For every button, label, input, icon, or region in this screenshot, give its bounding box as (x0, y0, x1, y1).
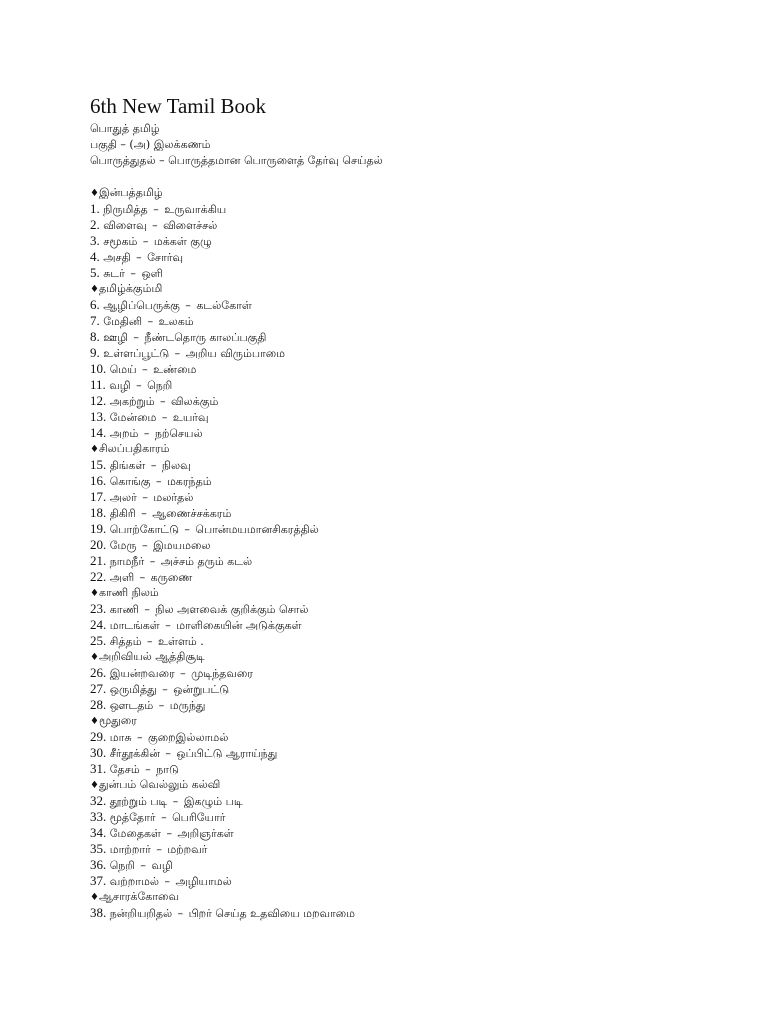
dash-separator: – (136, 571, 149, 584)
item-word: கொங்கு (109, 475, 151, 488)
item-meaning: மாளிகையின் அடுக்குகள் (176, 619, 302, 632)
list-item (90, 761, 730, 777)
item-word: காணி (109, 603, 139, 616)
item-word: மூத்தோர் (109, 811, 156, 824)
item-number: 20. (90, 537, 107, 552)
item-word: ஒருமித்து (109, 683, 157, 696)
item-word: மேதைகள் (109, 827, 161, 840)
item-number: 19. (90, 521, 107, 536)
list-item (90, 553, 730, 569)
item-meaning: ஆணைச்சக்கரம் (152, 507, 232, 520)
dash-separator: – (138, 491, 152, 504)
section-heading (90, 649, 730, 665)
item-word: சமூகம் (103, 235, 138, 248)
subtitle-line: பொருத்துதல் – பொருத்தமான பொருளைத் தேர்வு செய்தல் (90, 154, 383, 167)
item-meaning: ஒளி (141, 267, 163, 280)
list-item (90, 665, 730, 681)
dash-separator: – (143, 635, 157, 648)
item-meaning: விலக்கும் (171, 395, 219, 408)
dash-separator: – (169, 795, 182, 808)
list-item (90, 537, 730, 553)
item-word: ஊழி (103, 331, 128, 344)
item-meaning: ஒன்றுபட்டு (173, 683, 230, 696)
item-meaning: மகரந்தம் (166, 475, 212, 488)
item-meaning: விளைச்சல் (163, 219, 218, 232)
document-page (90, 94, 730, 921)
list-item (90, 425, 730, 441)
list-item (90, 601, 730, 617)
dash-separator: – (176, 667, 190, 680)
item-meaning: நில அளவைக் குறிக்கும் சொல் (155, 603, 309, 616)
item-meaning: மலர்தல் (153, 491, 194, 504)
dash-separator: – (180, 523, 194, 536)
section-heading (90, 185, 730, 201)
list-item (90, 201, 730, 217)
list-item (90, 809, 730, 825)
item-number: 2. (90, 217, 100, 232)
item-meaning: கடல்கோள் (196, 299, 252, 312)
list-item (90, 329, 730, 345)
dash-separator: – (152, 843, 166, 856)
item-number: 32. (90, 793, 107, 808)
section-title: மூதுரை (99, 714, 137, 727)
item-meaning: நிலவு (161, 459, 191, 472)
dash-separator: – (181, 299, 195, 312)
item-number: 9. (90, 345, 100, 360)
item-number: 33. (90, 809, 107, 824)
diamond-bullet-icon: ♦ (90, 892, 99, 903)
subtitle-line: பொதுத் தமிழ் (90, 122, 160, 135)
list-item (90, 633, 730, 649)
item-number: 15. (90, 457, 107, 472)
dash-separator: – (148, 219, 162, 232)
dash-separator: – (147, 459, 160, 472)
item-number: 26. (90, 665, 107, 680)
list-item (90, 617, 730, 633)
diamond-bullet-icon: ♦ (90, 780, 99, 791)
item-meaning: உண்மை (153, 363, 197, 376)
item-meaning: அறிஞர்கள் (177, 827, 234, 840)
dash-separator: – (129, 331, 143, 344)
document-title: 6th New Tamil Book (90, 94, 267, 118)
item-number: 34. (90, 825, 107, 840)
spacer (90, 169, 730, 185)
item-number: 31. (90, 761, 107, 776)
item-meaning: நீண்டதொரு காலப்பகுதி (144, 331, 267, 344)
dash-separator: – (144, 315, 157, 328)
list-item (90, 265, 730, 281)
item-word: உள்ளப்பூட்டு (103, 347, 170, 360)
section-title: ஆசாரக்கோவை (99, 890, 179, 903)
item-meaning: இமயமலை (153, 539, 211, 552)
item-number: 3. (90, 233, 100, 248)
dash-separator: – (140, 603, 154, 616)
list-item (90, 745, 730, 761)
list-item (90, 233, 730, 249)
section-title: இன்பத்தமிழ் (99, 186, 163, 199)
item-number: 12. (90, 393, 107, 408)
section-title: சிலப்பதிகாரம் (99, 442, 170, 455)
item-meaning: குறைஇல்லாமல் (148, 731, 229, 744)
item-number: 35. (90, 841, 107, 856)
item-number: 7. (90, 313, 100, 328)
dash-separator: – (157, 811, 171, 824)
dash-separator: – (132, 379, 146, 392)
list-item (90, 905, 730, 921)
diamond-bullet-icon: ♦ (90, 188, 99, 199)
section-title: துன்பம் வெல்லும் கல்வி (99, 778, 221, 791)
section-heading (90, 281, 730, 297)
item-meaning: அழியாமல் (175, 875, 232, 888)
list-item (90, 361, 730, 377)
list-item (90, 409, 730, 425)
item-meaning: இகழும் படி (183, 795, 243, 808)
item-meaning: அச்சம் தரும் கடல் (160, 555, 253, 568)
list-item (90, 393, 730, 409)
dash-separator: – (137, 507, 151, 520)
dash-separator: – (146, 555, 159, 568)
list-item (90, 825, 730, 841)
item-word: சுடர் (103, 267, 125, 280)
item-number: 1. (90, 201, 100, 216)
section-heading (90, 889, 730, 905)
list-item (90, 841, 730, 857)
item-meaning: உயர்வு (172, 411, 209, 424)
item-number: 16. (90, 473, 107, 488)
list-item (90, 569, 730, 585)
word-meaning-list (90, 185, 730, 921)
list-item (90, 857, 730, 873)
item-number: 6. (90, 297, 100, 312)
dash-separator: – (138, 539, 152, 552)
dash-separator: – (152, 475, 165, 488)
diamond-bullet-icon: ♦ (90, 284, 99, 295)
item-meaning: பெரியோர் (172, 811, 226, 824)
section-heading (90, 777, 730, 793)
item-meaning: மருந்து (169, 699, 206, 712)
item-word: ஔடதம் (109, 699, 154, 712)
dash-separator: – (139, 235, 152, 248)
item-word: மாசு (109, 731, 132, 744)
list-item (90, 473, 730, 489)
item-word: மேரு (109, 539, 137, 552)
item-meaning: அறிய விரும்பாமை (185, 347, 286, 360)
dash-separator: – (160, 875, 174, 888)
item-number: 36. (90, 857, 107, 872)
item-number: 38. (90, 905, 107, 920)
item-number: 14. (90, 425, 107, 440)
item-number: 8. (90, 329, 100, 344)
dash-separator: – (149, 203, 163, 216)
dash-separator: – (161, 747, 175, 760)
list-item (90, 873, 730, 889)
item-word: நன்றியறிதல் (109, 907, 173, 920)
dash-separator: – (138, 363, 152, 376)
dash-separator: – (161, 619, 175, 632)
item-word: மெய் (109, 363, 137, 376)
item-number: 29. (90, 729, 107, 744)
list-item (90, 249, 730, 265)
item-number: 22. (90, 569, 107, 584)
item-meaning: நெறி (147, 379, 173, 392)
item-meaning: நாடு (156, 763, 179, 776)
item-word: சித்தம் (109, 635, 142, 648)
item-meaning: ஒப்பிட்டு ஆராய்ந்து (176, 747, 278, 760)
item-meaning: மக்கள் குழு (153, 235, 212, 248)
item-word: மேதினி (103, 315, 143, 328)
section-heading (90, 585, 730, 601)
item-number: 37. (90, 873, 107, 888)
item-number: 4. (90, 249, 100, 264)
item-word: தேசம் (109, 763, 140, 776)
list-item (90, 729, 730, 745)
item-word: ஆழிப்பெருக்கு (103, 299, 180, 312)
item-word: பொற்கோட்டு (109, 523, 179, 536)
dash-separator: – (140, 427, 153, 440)
item-number: 30. (90, 745, 107, 760)
dash-separator: – (174, 907, 187, 920)
list-item (90, 697, 730, 713)
section-title: தமிழ்க்கும்மி (99, 282, 163, 295)
item-number: 17. (90, 489, 107, 504)
subtitle-line: பகுதி – (அ) இலக்கணம் (90, 138, 211, 151)
item-word: அசதி (103, 251, 131, 264)
list-item (90, 313, 730, 329)
item-word: நாமநீர் (109, 555, 145, 568)
dash-separator: – (132, 251, 146, 264)
item-number: 21. (90, 553, 107, 568)
list-item (90, 217, 730, 233)
dash-separator: – (158, 411, 171, 424)
dash-separator: – (136, 859, 150, 872)
item-meaning: மற்றவர் (167, 843, 208, 856)
item-number: 5. (90, 265, 100, 280)
list-item (90, 489, 730, 505)
item-word: அறம் (109, 427, 139, 440)
item-number: 18. (90, 505, 107, 520)
dash-separator: – (126, 267, 140, 280)
dash-separator: – (141, 763, 155, 776)
dash-separator: – (156, 395, 170, 408)
diamond-bullet-icon: ♦ (90, 444, 99, 455)
list-item (90, 793, 730, 809)
dash-separator: – (162, 827, 176, 840)
item-word: திங்கள் (109, 459, 146, 472)
item-number: 24. (90, 617, 107, 632)
item-meaning: வழி (151, 859, 173, 872)
item-word: மாற்றார் (109, 843, 151, 856)
item-meaning: உருவாக்கிய (164, 203, 227, 216)
section-title: அறிவியல் ஆத்திசூடி (99, 650, 205, 663)
diamond-bullet-icon: ♦ (90, 716, 99, 727)
dash-separator: – (158, 683, 172, 696)
item-number: 13. (90, 409, 107, 424)
section-heading (90, 713, 730, 729)
dash-separator: – (171, 347, 184, 360)
item-word: நிருமித்த (103, 203, 148, 216)
item-meaning: கருணை (150, 571, 193, 584)
item-word: சீர்தூக்கின் (109, 747, 160, 760)
item-word: மாடங்கள் (109, 619, 160, 632)
diamond-bullet-icon: ♦ (90, 588, 99, 599)
item-meaning: பொன்மயமானசிகரத்தில் (195, 523, 319, 536)
item-word: வழி (109, 379, 131, 392)
item-word: மேன்மை (109, 411, 157, 424)
item-word: தூற்றும் படி (109, 795, 168, 808)
item-number: 27. (90, 681, 107, 696)
list-item (90, 297, 730, 313)
item-number: 28. (90, 697, 107, 712)
item-meaning: முடிந்தவரை (191, 667, 253, 680)
subtitle-block (90, 121, 730, 169)
list-item (90, 345, 730, 361)
item-word: நெறி (109, 859, 135, 872)
item-number: 11. (90, 377, 106, 392)
item-word: வற்றாமல் (109, 875, 159, 888)
section-heading (90, 441, 730, 457)
item-word: விளைவு (103, 219, 147, 232)
list-item (90, 457, 730, 473)
item-word: திகிரி (109, 507, 136, 520)
list-item (90, 505, 730, 521)
section-title: காணி நிலம் (99, 586, 159, 599)
item-word: அகற்றும் (109, 395, 155, 408)
item-meaning: சோர்வு (147, 251, 183, 264)
item-word: அளி (109, 571, 135, 584)
item-number: 10. (90, 361, 107, 376)
diamond-bullet-icon: ♦ (90, 652, 99, 663)
dash-separator: – (155, 699, 168, 712)
list-item (90, 377, 730, 393)
item-meaning: உலகம் (158, 315, 194, 328)
item-word: இயன்றவரை (109, 667, 175, 680)
item-meaning: பிறர் செய்த உதவியை மறவாமை (188, 907, 356, 920)
item-number: 25. (90, 633, 107, 648)
item-number: 23. (90, 601, 107, 616)
item-meaning: உள்ளம் . (158, 635, 204, 648)
list-item (90, 681, 730, 697)
dash-separator: – (133, 731, 147, 744)
item-meaning: நற்செயல் (154, 427, 203, 440)
item-word: அலர் (109, 491, 137, 504)
list-item (90, 521, 730, 537)
